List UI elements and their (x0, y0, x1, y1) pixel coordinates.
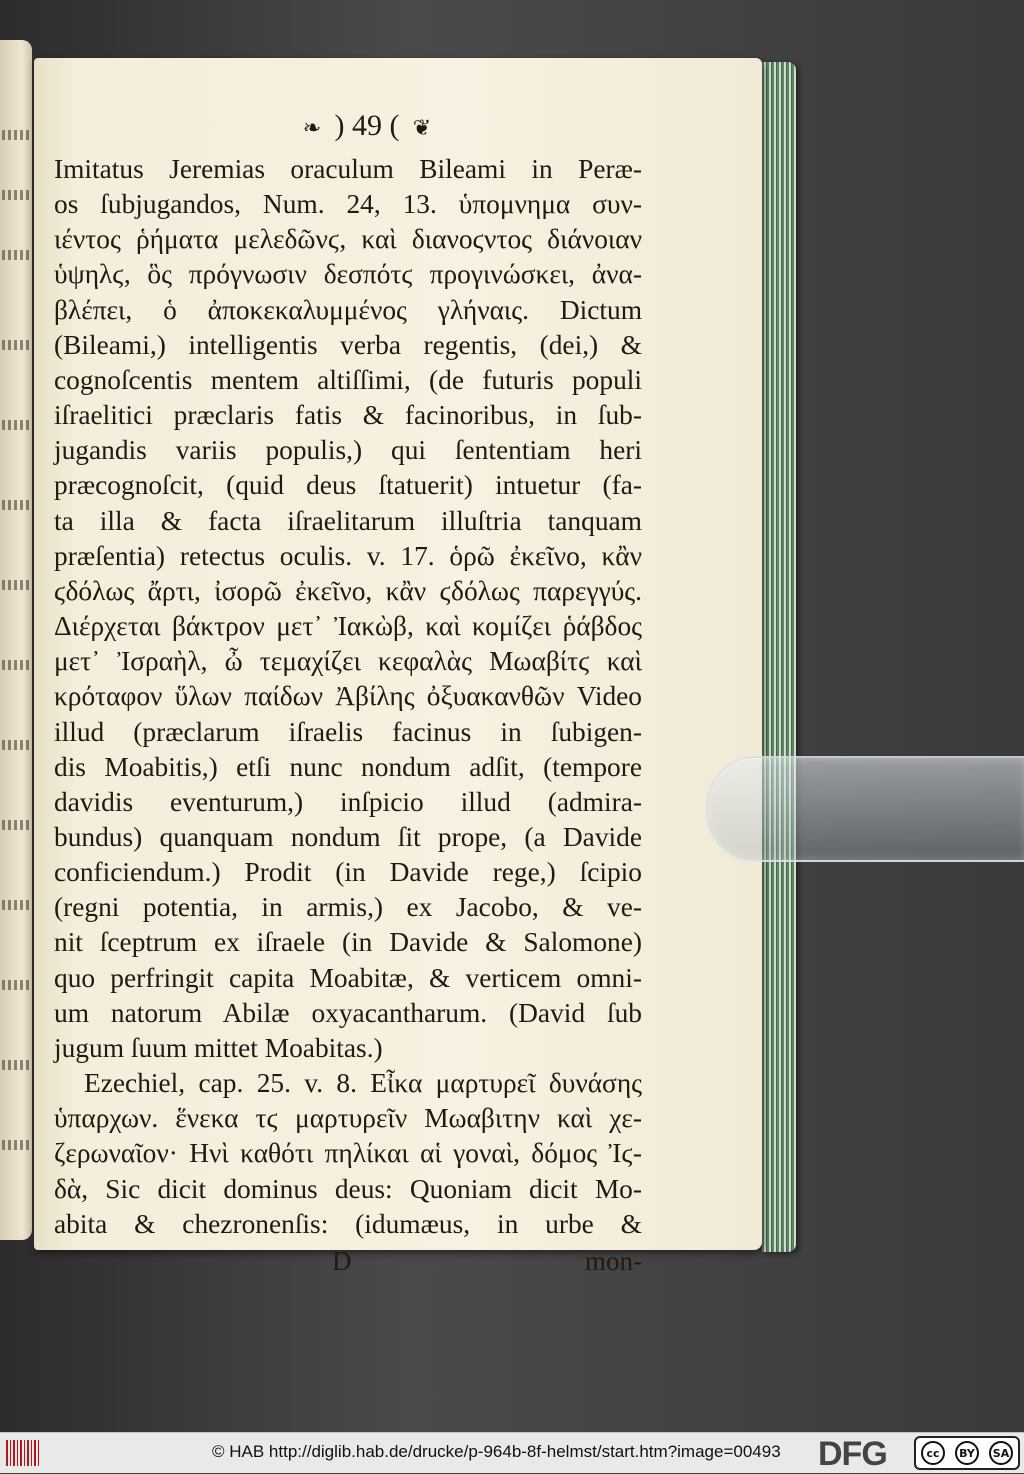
book-fore-edge (762, 62, 796, 1252)
dfg-logo: DFG (818, 1435, 887, 1473)
cc-sa-icon: SA (989, 1441, 1013, 1465)
text-line: Imitatus Jeremias oraculum Bileami in Peræ- (54, 154, 642, 184)
text-line: δὰ, Sic dicit dominus deus: Quoniam dicit Mo- (54, 1173, 642, 1204)
page-number: ) 49 ( (334, 109, 400, 142)
text-line: cognoſcentis mentem altiſſimi, (de futuris populi (54, 364, 642, 395)
signature-mark: D (332, 1245, 352, 1276)
viewer-footer (0, 1432, 1024, 1473)
text-line: abita & chezronenſis: (idumæus, in urbe & (54, 1208, 642, 1239)
page-text (54, 106, 642, 1279)
facing-page-edge (0, 40, 32, 1240)
text-line: jugum ſuum mittet Moabitas.) (54, 1032, 383, 1063)
text-line: nit ſceptrum ex iſraele (in Davide & Salomone) (54, 927, 642, 958)
text-line: bundus) quanquam nondum ſit prope, (a Davide (54, 821, 642, 852)
text-line: ζερωναῖον· Ηνὶ καθότι πηλίκαι αἱ γοναὶ, δόμος Ἰϛ- (54, 1138, 642, 1169)
source-url-link[interactable]: © HAB http://diglib.hab.de/drucke/p-964b-8f-helmst/start.htm?image=00493 (212, 1442, 781, 1461)
text-line: βλέπει, ὁ ἀποκεκαλυμμένος γλήναις. Dictum (54, 294, 642, 325)
text-line: (Bileami,) intelligentis verba regentis, (dei,) & (54, 329, 642, 360)
text-line: ιέντος ῥήματα μελεδῶνϛ, καὶ διανοϛντος διάνοιαν (54, 224, 642, 255)
text-line: os ſubjugandos, Num. 24, 13. ὑπομνημα συν- (54, 189, 642, 220)
text-line: præcognoſcit, (quid deus ſtatuerit) intuetur (fa- (54, 470, 642, 501)
cc-license-badge[interactable] (914, 1436, 1020, 1470)
text-line: ὑψηλϛ, ὃς πρόγνωσιν δεσπότϛ προγινώσκει, ἀνα- (54, 259, 642, 290)
text-line: conficiendum.) Prodit (in Davide rege,) ſcipio (54, 857, 642, 888)
cc-by-icon: BY (955, 1441, 979, 1465)
text-line: ὑπαρχων. ἕνεκα τϛ μαρτυρεῖν Μωαβιτην καὶ χε- (54, 1103, 642, 1134)
text-line: Ezechiel, cap. 25. v. 8. Εἶκα μαρτυρεῖ δυνάσης (84, 1068, 642, 1099)
text-line: davidis eventurum,) inſpicio illud (admira- (54, 786, 642, 817)
text-line: iſraelitici præclaris fatis & facinoribus, in ſub- (54, 400, 642, 431)
text-line: κρόταφον ὕλων παίδων Ἀβίλης ὀξυακανθῶν Video (54, 681, 642, 712)
text-line: dis Moabitis,) etſi nunc nondum adſit, (tempore (54, 751, 642, 782)
catchword: mon- (585, 1245, 642, 1276)
glass-page-holder (706, 756, 1024, 862)
text-line: μετ᾽ Ἰσραὴλ, ὦ τεμαχίζει κεφαλὰς Μωαβίτϛ καὶ (54, 646, 642, 677)
cc-icon: cc (921, 1441, 945, 1465)
page-footer (54, 1244, 642, 1279)
text-line: quo perfringit capita Moabitæ, & verticem omni- (54, 962, 642, 993)
ornament-right-icon: ❦ (412, 115, 432, 140)
ornament-left-icon: ❧ (302, 115, 322, 140)
text-line: um natorum Abilæ oxyacantharum. (David ſub (54, 997, 642, 1028)
text-line: ta illa & facta iſraelitarum illuſtria tanquam (54, 505, 642, 536)
text-line: præſentia) retectus oculis. v. 17. ὁρῶ ἐκεῖνο, κἂν (54, 540, 642, 571)
text-line: Διέρχεται βάκτρον μετ᾽ Ἰακὼβ, καὶ κομίζει ῥάβδος (54, 611, 642, 642)
text-line: illud (præclarum iſraelis facinus in ſubigen- (54, 716, 642, 747)
text-line: jugandis variis populis,) qui ſententiam heri (54, 435, 642, 466)
text-line: (regni potentia, in armis,) ex Jacobo, & ve- (54, 892, 642, 923)
barcode-icon (6, 1440, 40, 1466)
page-header (92, 106, 642, 148)
text-line: ϛδόλως ἄρτι, ἰσορῶ ἐκεῖνο, κἂν ϛδόλως παρεγγύς. (54, 575, 642, 606)
